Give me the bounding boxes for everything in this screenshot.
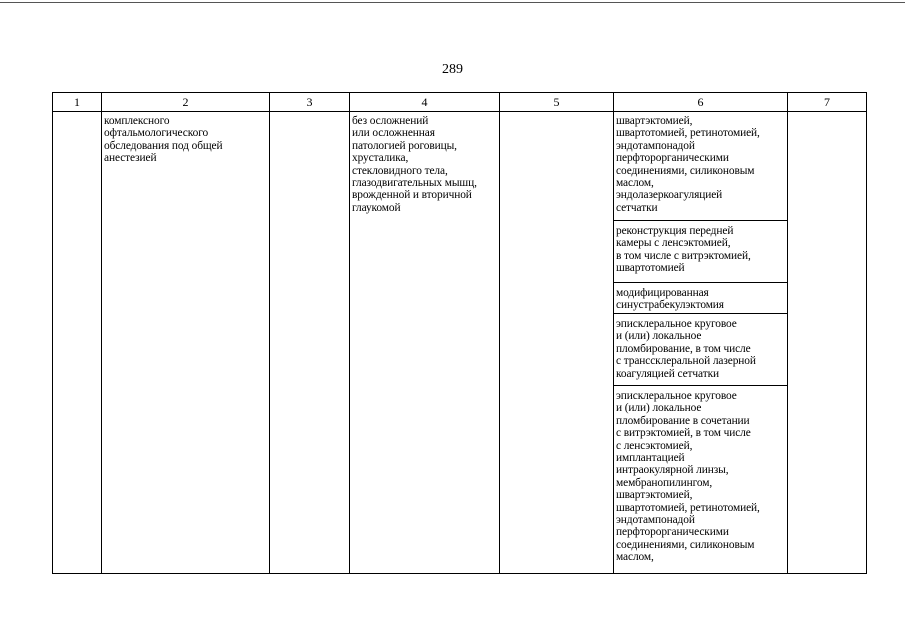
- column-divider: [269, 93, 270, 573]
- treatment-row-divider: [614, 385, 787, 386]
- column-number-3: 3: [306, 95, 313, 109]
- header-row-divider: [53, 111, 866, 112]
- column-number-1: 1: [74, 95, 80, 109]
- column-number-4: 4: [421, 95, 428, 109]
- condition-description-cell: без осложнений или осложненная патологией роговицы, хрусталика, стекловидного тела, глазодвигательных мышц, врожденной и вторичной глаукомой: [352, 115, 477, 214]
- treatment-item: реконструкция передней камеры с ленсэктомией, в том числе с витрэктомией, швартотомией: [616, 225, 751, 275]
- document-table: [52, 92, 867, 574]
- top-edge-rule: [0, 2, 905, 3]
- column-divider: [101, 93, 102, 573]
- column-divider: [787, 93, 788, 573]
- treatment-item: эписклеральное круговое и (или) локальное пломбирование, в том числе с транссклеральной лазерной коагуляцией сетчатки: [616, 318, 756, 380]
- treatment-item: швартэктомией, швартотомией, ретинотомией, эндотампонадой перфторорганическими соединениями, силиконовым маслом, эндолазеркоагуляцией сетчатки: [616, 115, 760, 214]
- column-number-5: 5: [553, 95, 560, 109]
- column-number-7: 7: [824, 95, 830, 109]
- page-number: 289: [442, 62, 463, 77]
- column-number-2: 2: [182, 95, 189, 109]
- treatment-row-divider: [614, 313, 787, 314]
- column-divider: [349, 93, 350, 573]
- procedure-description-cell: комплексного офтальмологического обследования под общей анестезией: [104, 115, 223, 165]
- treatment-row-divider: [614, 282, 787, 283]
- column-divider: [499, 93, 500, 573]
- treatment-item: эписклеральное круговое и (или) локальное пломбирование в сочетании с витрэктомией, в том числе с ленсэктомией, имплантацией интраокулярной линзы, мембранопилингом, швартэктомией, швартотомией, ретинотомией, эндотампонадой перфторорганическими соединениями, силиконовым маслом,: [616, 390, 760, 564]
- treatment-item: модифицированная синустрабекулэктомия: [616, 287, 724, 312]
- column-number-6: 6: [697, 95, 704, 109]
- column-divider: [613, 93, 614, 573]
- treatment-row-divider: [614, 220, 787, 221]
